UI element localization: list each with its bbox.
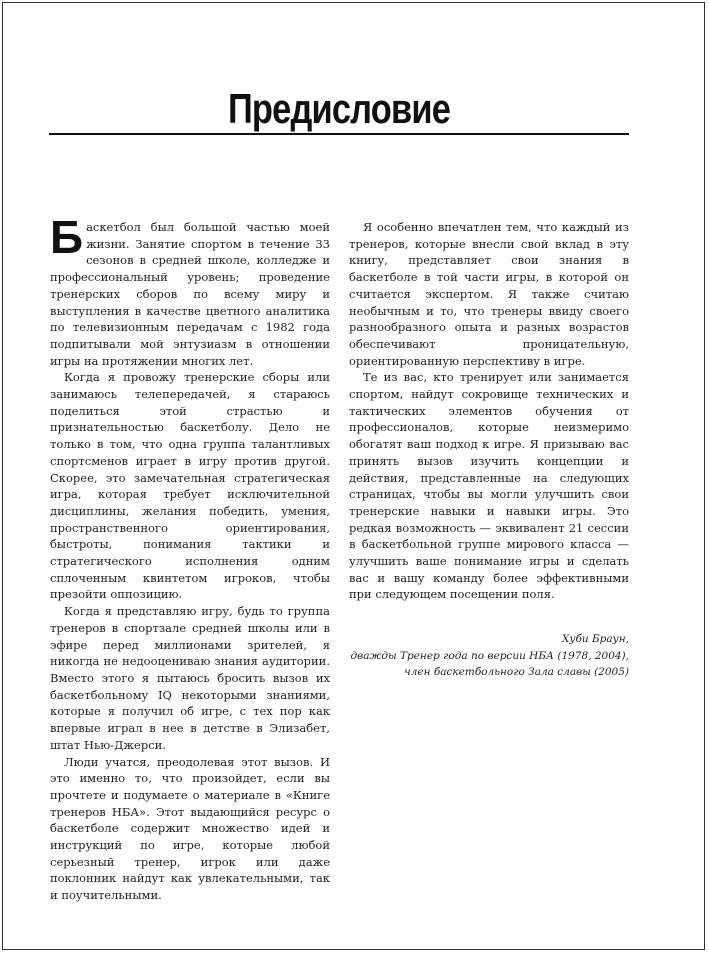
paragraph-1-text: аскетбол был большой частью моей жизни. Занятие спортом в течение 33 сезонов в средней школе, колледже и профессиональный уровень; проведение тренерских сборов по всему миру и выступления в качестве цветного аналитика по телевизионным передачам с 1982 года подпитывали мой энтузиазм в отношении игры на протяжении многих лет. [50,220,330,368]
paragraph-1 [50,211,330,369]
paragraph-2: Когда я провожу тренерские сборы или занимаюсь телепередачей, я стараюсь поделиться этой страстью и признательностью баскетболу. Дело не только в том, что одна группа талантливых спортсменов играет в игру против другой. Скорее, это замечательная стратегическая игра, которая требует исключительной дисциплины, желания победить, умения, пространственного ориентирования, быстроты, понимания тактики и стратегического исполнения одним сплоченным квинтетом игроков, чтобы презойти оппозицию. [50,370,330,602]
title-underline [49,133,629,135]
signature-name: Хуби Браун, [561,633,629,645]
paragraph-6: Те из вас, кто тренирует или занимается спортом, найдут сокровище технических и тактических элементов обучения от профессионалов, которые неизмеримо обогатят ваш подход к игре. Я призываю вас принять вызов изучить концепции и действия, представленные на следующих страницах, чтобы вы могли улучшить свои тренерские навыки и навыки игры. Это редкая возможность — эквивалент 21 сессии в баскетбольной группе мирового класса — улучшить ваше понимание игры и сделать вас и вашу команду более эффективными при следующем посещении поля. [349,370,629,602]
right-column [349,219,629,603]
paragraph-5: Я особенно впечатлен тем, что каждый из тренеров, которые внесли свой вклад в эту книгу, представляет свои знания в баскетболе в той части игры, в которой он считается экспертом. Я также считаю необычным и то, что тренеры ввиду своего разнообразного опыта и разных возрастов обеспечивают проницательную, ориентированную перспективу в игре. [349,220,629,368]
paragraph-4: Люди учатся, преодолевая этот вызов. И это именно то, что произойдет, если вы прочтете и подумаете о материале в «Книге тренеров НБА». Этот выдающийся ресурс о баскетболе содержит множество идей и инструкций по игре, которые любой серьезный тренер, игрок или даже поклонник найдут как увлекательными, так и поучительными. [50,754,330,903]
drop-cap: Б [50,211,84,263]
signature-block [349,631,629,681]
book-page [2,2,705,950]
signature-honor: член баскетбольного Зала славы (2005) [404,666,629,678]
signature-title: дважды Тренер года по версии НБА (1978, 2004), [350,649,629,662]
left-column [50,211,330,904]
paragraph-3: Когда я представляю игру, будь то группа тренеров в спортзале средней школы или в эфире перед миллионами зрителей, я никогда не недооцениваю знания аудитории. Вместо этого я пытаюсь бросить вызов их баскетбольному IQ некоторыми знаниями, которые я получил об игре, с тех пор как впервые играл в нее в детстве в Элизабет, штат Нью-Джерси. [50,604,330,752]
page-title: Предисловие [227,85,451,132]
